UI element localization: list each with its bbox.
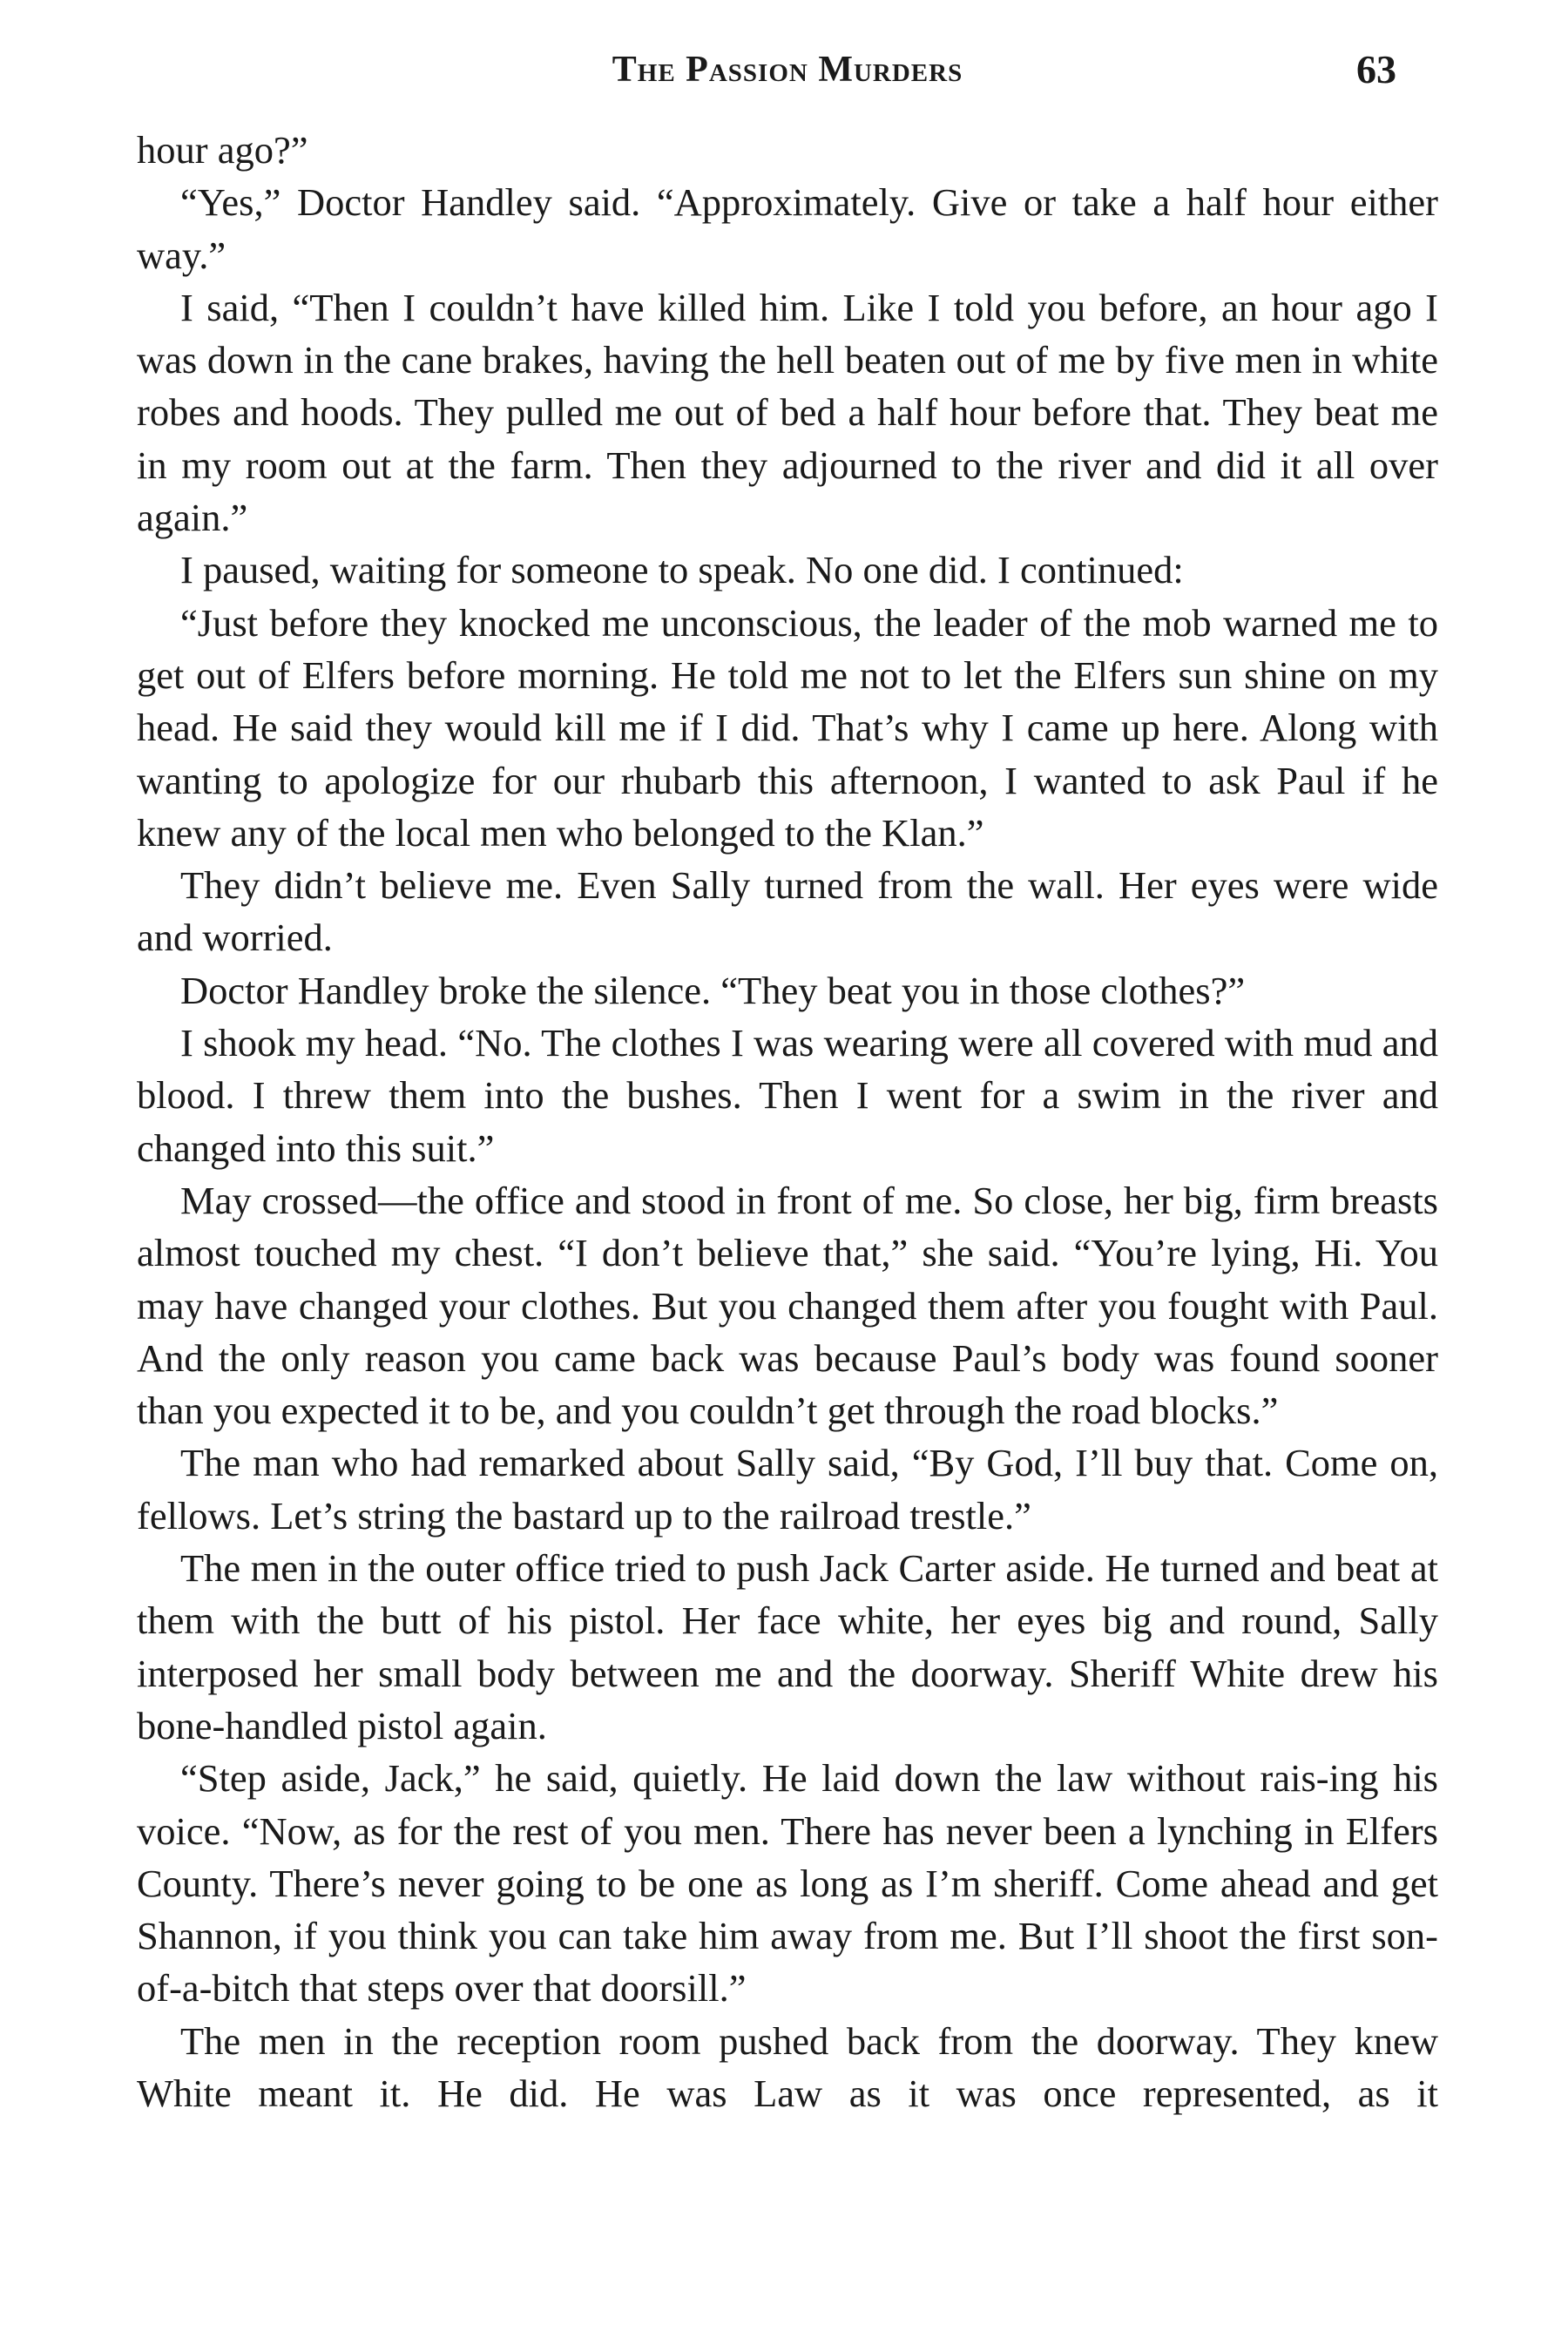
paragraph: May crossed—the office and stood in front of me. So close, her big, firm breasts almost touched my chest. “I don’t believe that,” she said. “You’re lying, Hi. You may have changed your clothes. But you changed them after you fought with Paul. And the only reason you came back was because Paul’s body was found sooner than you expected it to be, and you couldn’t get through the road blocks.”: [137, 1178, 1438, 1433]
paragraph: The men in the outer office tried to push Jack Carter aside. He turned and beat at them with the butt of his pistol. Her face white, her eyes big and round, Sally interposed her small body between me and the doorway. Sheriff White drew his bone-handled pistol again.: [137, 1546, 1438, 1747]
page-number: 63: [1356, 47, 1396, 91]
paragraph: They didn’t believe me. Even Sally turned from the wall. Her eyes were wide and worried.: [137, 863, 1438, 960]
paragraph: “Step aside, Jack,” he said, quietly. He laid down the law without rais-ing his voice. “Now, as for the rest of you men. There has never been a lynching in Elfers County. There’s never going to be one as long as I’m sheriff. Come ahead and get Shannon, if you think you can take him away from me. But I’ll shoot the first son-of-a-bitch that steps over that doorsill.”: [137, 1756, 1438, 2011]
paragraph: “Yes,” Doctor Handley said. “Approximately. Give or take a half hour either way.”: [137, 180, 1438, 277]
running-head: [137, 44, 1438, 96]
paragraph: I shook my head. “No. The clothes I was wearing were all covered with mud and blood. I threw them into the bushes. Then I went for a swim in the river and changed into this suit.”: [137, 1021, 1438, 1170]
paragraph: I said, “Then I couldn’t have killed him. Like I told you before, an hour ago I was down in the cane brakes, having the hell beaten out of me by five men in white robes and hoods. They pulled me out of bed a half hour before that. They beat me in my room out at the farm. Then they adjourned to the river and did it all over again.”: [137, 285, 1438, 540]
paragraph: The man who had remarked about Sally said, “By God, I’ll buy that. Come on, fellows. Let’s string the bastard up to the railroad trestle.”: [137, 1441, 1438, 1538]
paragraph: Doctor Handley broke the silence. “They beat you in those clothes?”: [180, 968, 1246, 1012]
paragraph-continuation: hour ago?”: [137, 128, 308, 172]
paragraph: “Just before they knocked me unconscious, the leader of the mob warned me to get out of Elfers before morning. He told me not to let the Elfers sun shine on my head. He said they would kill me if I did. That’s why I came up here. Along with wanting to apologize for our rhubarb this afternoon, I wanted to ask Paul if he knew any of the local men who belonged to the Klan.”: [137, 600, 1438, 855]
book-page: [137, 0, 1438, 2352]
running-title: The Passion Murders: [612, 50, 963, 90]
paragraph-continues-next-page: The men in the reception room pushed back from the doorway. They knew White meant it. He did. He was Law as it was once represented, as it: [137, 2018, 1438, 2115]
paragraph: I paused, waiting for someone to speak. No one did. I continued:: [180, 548, 1184, 592]
body-text: [137, 124, 1438, 2119]
